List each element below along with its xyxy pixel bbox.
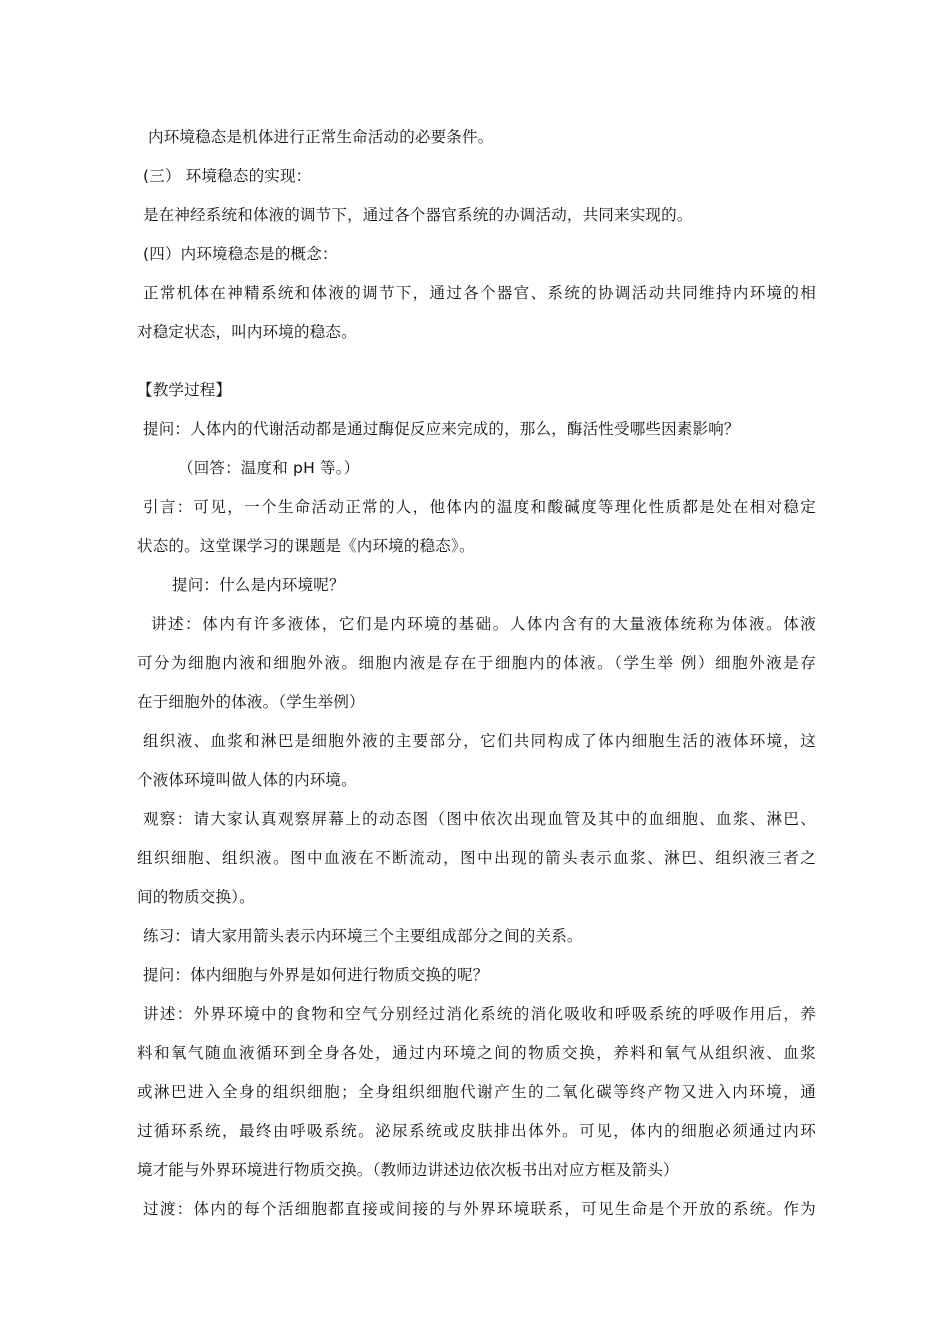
text-line: 引言：可见，一个生命活动正常的人，他体内的温度和酸碱度等理化性质都是处在相对稳定 bbox=[143, 498, 816, 516]
text-line: 境才能与外界环境进行物质交换。（教师边讲述边依次板书出对应方框及箭头） bbox=[137, 1161, 679, 1179]
section-heading: (三） 环境稳态的实现： bbox=[143, 167, 312, 185]
section-heading: (四）内环境稳态是的概念： bbox=[143, 245, 338, 263]
text-line: 内环境稳态是机体进行正常生命活动的必要条件。 bbox=[148, 128, 494, 146]
text-line: 过渡：体内的每个活细胞都直接或间接的与外界环境联系，可见生命是个开放的系统。作为 bbox=[143, 1200, 816, 1218]
text-line: 状态的。这堂课学习的课题是《内环境的稳态》。 bbox=[137, 537, 475, 555]
text-line: 组织液、血浆和淋巴是细胞外液的主要部分，它们共同构成了体内细胞生活的液体环境，这 bbox=[143, 732, 816, 750]
text-line: 对稳定状态，叫内环境的稳态。 bbox=[137, 323, 357, 341]
text-line: 是在神经系统和体液的调节下，通过各个器官系统的办调活动，共同来实现的。 bbox=[143, 206, 693, 224]
text-line: 讲述：外界环境中的食物和空气分别经过消化系统的消化吸收和呼吸系统的呼吸作用后，养 bbox=[143, 1005, 816, 1023]
text-line: 过循环系统，最终由呼吸系统。泌尿系统或皮肤排出体外。可见，体内的细胞必须通过内环 bbox=[137, 1122, 816, 1140]
section-heading: 【教学过程】 bbox=[137, 381, 232, 399]
text-line: 讲述：体内有许多液体，它们是内环境的基础。人体内含有的大量液体统称为体液。体液 bbox=[151, 615, 816, 633]
text-line: 练习：请大家用箭头表示内环境三个主要组成部分之间的关系。 bbox=[143, 927, 583, 945]
text-line: 在于细胞外的体液。（学生举例） bbox=[137, 693, 365, 711]
text-line: 提问：人体内的代谢活动都是通过酶促反应来完成的，那么，酶活性受哪些因素影响？ bbox=[143, 420, 740, 438]
text-line: 或淋巴进入全身的组织细胞；全身组织细胞代谢产生的二氧化碳等终产物又进入内环境，通 bbox=[137, 1083, 816, 1101]
text-line: 间的物质交换）。 bbox=[137, 888, 255, 906]
text-line: 提问：什么是内环境呢？ bbox=[172, 576, 345, 594]
text-line: 组织细胞、组织液。图中血液在不断流动，图中出现的箭头表示血浆、淋巴、组织液三者之 bbox=[137, 849, 816, 867]
text-line: 料和氧气随血液循环到全身各处，通过内环境之间的物质交换，养料和氧气从组织液、血浆 bbox=[137, 1044, 816, 1062]
text-line: 提问：体内细胞与外界是如何进行物质交换的呢？ bbox=[143, 966, 489, 984]
text-line: （回答：温度和 pH 等。） bbox=[178, 459, 360, 477]
text-line: 正常机体在神精系统和体液的调节下，通过各个器官、系统的协调活动共同维持内环境的相 bbox=[143, 284, 816, 302]
text-line: 观察：请大家认真观察屏幕上的动态图（图中依次出现血管及其中的血细胞、血浆、淋巴、 bbox=[143, 810, 816, 828]
text-line: 个液体环境叫做人体的内环境。 bbox=[137, 771, 357, 789]
text-line: 可分为细胞内液和细胞外液。细胞内液是存在于细胞内的体液。（学生举 例）细胞外液是存 bbox=[137, 654, 816, 672]
